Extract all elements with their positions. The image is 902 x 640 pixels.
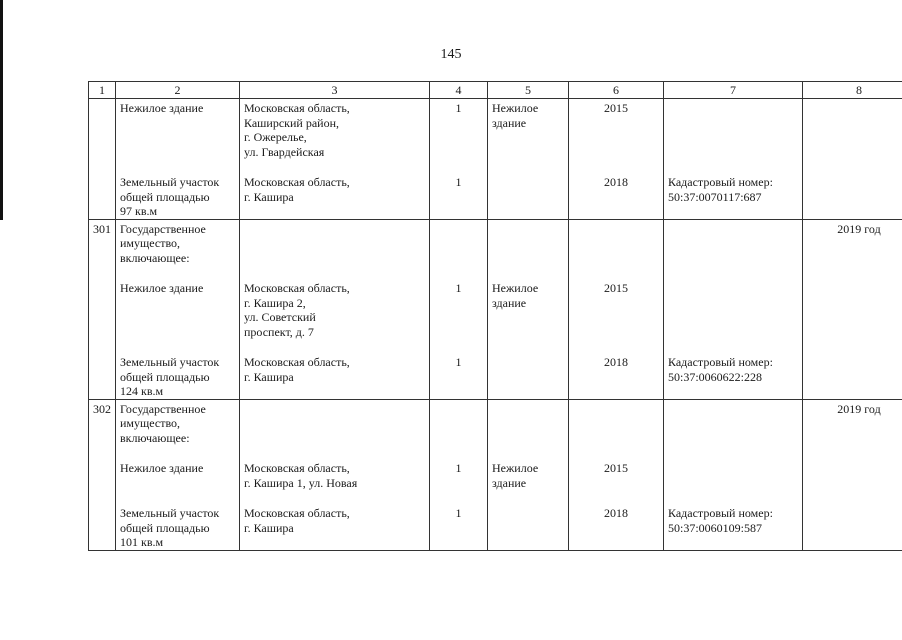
- column-header: 4: [430, 82, 488, 99]
- object-name: общей площадью: [120, 369, 210, 384]
- column-header-row: [89, 82, 902, 99]
- address-line: г. Кашира 2,: [244, 295, 306, 310]
- cadastral-line: Кадастровый номер:: [668, 175, 773, 189]
- year: 2015: [604, 281, 628, 295]
- quantity: 1: [455, 355, 462, 369]
- object-name: имущество,: [120, 416, 181, 430]
- row-number-cell: [89, 219, 116, 399]
- table-row: [89, 219, 902, 399]
- row-number: 301: [93, 221, 111, 236]
- property-table: [88, 81, 902, 551]
- address-line: г. Кашира: [244, 369, 294, 384]
- transfer-year: 2019 год: [837, 221, 881, 236]
- year: 2015: [604, 461, 628, 475]
- object-name: включающее:: [120, 430, 190, 445]
- object-name: Земельный участок: [120, 355, 220, 369]
- purpose-line: Нежилое: [492, 461, 539, 475]
- object-name: Нежилое здание: [120, 101, 204, 115]
- column-header: 8: [803, 82, 902, 99]
- cadastral-line: Кадастровый номер:: [668, 355, 773, 369]
- cadastral-cell: [664, 99, 803, 220]
- quantity-cell: [430, 399, 488, 550]
- page-number: 145: [440, 47, 462, 62]
- address-line: г. Кашира 1, ул. Новая: [244, 475, 358, 490]
- year-cell: [569, 399, 664, 550]
- cadastral-line: 50:37:0060622:228: [668, 369, 763, 384]
- object-name: 124 кв.м: [120, 384, 164, 398]
- year: 2015: [604, 101, 628, 115]
- object-name: Государственное: [120, 401, 206, 416]
- year-cell: [569, 99, 664, 220]
- name-cell: [116, 399, 240, 550]
- object-name: 97 кв.м: [120, 204, 158, 218]
- purpose-line: Нежилое: [492, 281, 539, 295]
- address-line: ул. Гвардейская: [244, 144, 325, 159]
- address-line: Московская область,: [244, 506, 350, 520]
- address-line: проспект, д. 7: [244, 324, 314, 339]
- address-line: Московская область,: [244, 281, 350, 295]
- purpose-cell: [488, 99, 569, 220]
- scan-edge: [0, 0, 3, 220]
- purpose-line: здание: [492, 295, 527, 310]
- quantity: 1: [455, 175, 462, 189]
- cadastral-line: 50:37:0070117:687: [668, 189, 762, 204]
- address-line: ул. Советский: [244, 310, 316, 324]
- cadastral-cell: [664, 399, 803, 550]
- year: 2018: [604, 175, 628, 189]
- purpose-line: здание: [492, 475, 527, 490]
- object-name: Земельный участок: [120, 506, 220, 520]
- year: 2018: [604, 355, 628, 369]
- purpose-cell: [488, 399, 569, 550]
- table-body: [89, 99, 902, 551]
- row-number: 302: [93, 401, 111, 416]
- column-header: 2: [116, 82, 240, 99]
- table-row: [89, 399, 902, 550]
- address-line: Московская область,: [244, 101, 350, 115]
- address-line: г. Кашира: [244, 520, 294, 535]
- row-number-cell: [89, 399, 116, 550]
- row-number-cell: [89, 99, 116, 220]
- address-line: Московская область,: [244, 175, 350, 189]
- address-line: г. Кашира: [244, 189, 294, 204]
- quantity: 1: [455, 461, 462, 475]
- address-cell: [240, 99, 430, 220]
- address-line: Московская область,: [244, 355, 350, 369]
- purpose-cell: [488, 219, 569, 399]
- column-header: 6: [569, 82, 664, 99]
- address-cell: [240, 399, 430, 550]
- quantity: 1: [455, 281, 462, 295]
- year-cell: [569, 219, 664, 399]
- transfer-year-cell: [803, 99, 902, 220]
- address-line: г. Ожерелье,: [244, 130, 307, 144]
- object-name: 101 кв.м: [120, 535, 164, 549]
- column-header: 1: [89, 82, 116, 99]
- column-header: 3: [240, 82, 430, 99]
- purpose-line: здание: [492, 115, 527, 130]
- address-cell: [240, 219, 430, 399]
- quantity-cell: [430, 99, 488, 220]
- cadastral-line: 50:37:0060109:587: [668, 520, 763, 535]
- quantity: 1: [455, 101, 462, 115]
- column-header: 7: [664, 82, 803, 99]
- column-header: 5: [488, 82, 569, 99]
- object-name: имущество,: [120, 236, 181, 250]
- object-name: включающее:: [120, 250, 190, 265]
- object-name: Государственное: [120, 221, 206, 236]
- object-name: Нежилое здание: [120, 281, 204, 295]
- quantity-cell: [430, 219, 488, 399]
- transfer-year: 2019 год: [837, 401, 881, 416]
- cadastral-line: Кадастровый номер:: [668, 506, 773, 520]
- object-name: Земельный участок: [120, 175, 220, 189]
- transfer-year-cell: [803, 399, 902, 550]
- cadastral-cell: [664, 219, 803, 399]
- name-cell: [116, 219, 240, 399]
- table-row: [89, 99, 902, 220]
- transfer-year-cell: [803, 219, 902, 399]
- object-name: Нежилое здание: [120, 461, 204, 475]
- name-cell: [116, 99, 240, 220]
- address-line: Московская область,: [244, 461, 350, 475]
- address-line: Каширский район,: [244, 115, 340, 130]
- year: 2018: [604, 506, 628, 520]
- purpose-line: Нежилое: [492, 101, 539, 115]
- object-name: общей площадью: [120, 520, 210, 535]
- object-name: общей площадью: [120, 189, 210, 204]
- quantity: 1: [455, 506, 462, 520]
